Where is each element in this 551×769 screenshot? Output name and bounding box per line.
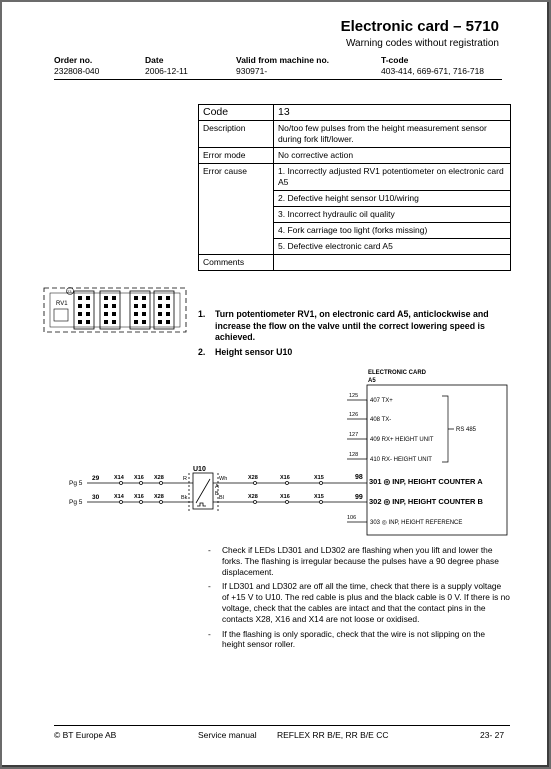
header-divider	[54, 79, 502, 80]
pin-label: 408 TX-	[370, 417, 392, 423]
footer-manual: Service manual	[198, 730, 257, 740]
pg-ref: Pg 5	[69, 480, 83, 487]
table-row	[199, 105, 511, 121]
table-row	[199, 148, 511, 164]
footer-model: REFLEX RR B/E, RR B/E CC	[277, 730, 389, 740]
step-text: Turn potentiometer RV1, on electronic card A5, anticlockwise and increase the flow on the valve until the correct lowering speed is achieved.	[215, 309, 489, 342]
connector-label: X14	[114, 494, 124, 500]
tcode-field	[381, 55, 484, 77]
description-value: No/too few pulses from the height measurement sensor during fork lift/lower.	[274, 121, 511, 148]
warning-code-table	[198, 104, 511, 271]
step-2	[198, 347, 518, 359]
step-text: Height sensor U10	[215, 346, 293, 357]
bullet-dash: -	[208, 545, 211, 555]
pin-stubs	[347, 400, 367, 522]
table-row	[199, 164, 511, 191]
electronic-card-illustration	[42, 285, 192, 335]
order-label: Order no.	[54, 55, 93, 65]
pin-ext: 98	[355, 474, 363, 481]
card-title: ELECTRONIC CARD	[368, 370, 426, 376]
footer-page: 23- 27	[480, 730, 505, 740]
bullet-dash: -	[208, 628, 211, 639]
bullet-dash: -	[208, 581, 211, 592]
wire-color: Wh	[219, 476, 228, 482]
date-field	[145, 55, 188, 77]
comments-label: Comments	[199, 255, 274, 271]
pin-ext: 99	[355, 494, 363, 501]
connector-label: X16	[280, 494, 290, 500]
pin-ext: 106	[347, 515, 357, 521]
card-outline	[44, 288, 186, 333]
comments-value	[274, 255, 511, 271]
pin-label: 409 RX+ HEIGHT UNIT	[370, 437, 434, 443]
error-mode-value: No corrective action	[274, 148, 511, 164]
wiring-diagram	[57, 366, 517, 538]
rv1-label: RV1	[56, 301, 68, 307]
table-row	[199, 121, 511, 148]
pin-label: 302 ◎ INP, HEIGHT COUNTER B	[369, 497, 483, 506]
list-item	[208, 581, 510, 624]
connector-label: X28	[154, 475, 164, 481]
wire-number: 29	[92, 475, 100, 482]
card-ref-label: 23	[67, 289, 72, 294]
connector-label: X16	[134, 494, 144, 500]
connector-label: X15	[314, 475, 324, 481]
tcode-label: T-code	[381, 55, 409, 65]
sensor-label: U10	[193, 466, 206, 473]
check-notes	[208, 545, 510, 654]
valid-value: 930971-	[236, 66, 268, 76]
error-cause-4: 4. Fork carriage too light (forks missing)	[274, 223, 511, 239]
page-subtitle: Warning codes without registration	[345, 38, 499, 49]
pin-ext: 126	[349, 412, 359, 418]
pg-ref: Pg 5	[69, 499, 83, 506]
error-mode-label: Error mode	[199, 148, 274, 164]
list-item	[208, 545, 510, 577]
footer-divider	[54, 725, 510, 726]
pin-label: 407 TX+	[370, 398, 393, 404]
date-value: 2006-12-11	[145, 66, 188, 76]
connector-label: X15	[314, 494, 324, 500]
table-row	[199, 255, 511, 271]
error-cause-1: 1. Incorrectly adjusted RV1 potentiometer on electronic card A5	[274, 164, 511, 191]
pin-letter: A	[215, 484, 219, 490]
pin-letter: R	[183, 476, 187, 482]
error-cause-label: Error cause	[199, 164, 274, 255]
pin-letter: Bk	[181, 495, 188, 501]
connector-label: X28	[248, 494, 258, 500]
connector-label: X28	[248, 475, 258, 481]
rs485-bracket	[442, 396, 454, 462]
pin-ext: 125	[349, 393, 359, 399]
step-1	[198, 309, 518, 344]
pin-label: 301 ◎ INP, HEIGHT COUNTER A	[369, 477, 483, 486]
wire-color: Bl	[219, 495, 224, 501]
code-value: 13	[274, 105, 511, 121]
connector-label: X16	[280, 475, 290, 481]
footer-company: © BT Europe AB	[54, 730, 117, 740]
description-label: Description	[199, 121, 274, 148]
connector-label: X28	[154, 494, 164, 500]
pin-letter: B	[215, 491, 219, 497]
error-cause-2: 2. Defective height sensor U10/wiring	[274, 191, 511, 207]
pin-label: 410 RX- HEIGHT UNIT	[370, 457, 432, 463]
error-cause-3: 3. Incorrect hydraulic oil quality	[274, 207, 511, 223]
step-number: 2.	[198, 346, 206, 357]
pin-ext: 128	[349, 452, 359, 458]
code-label: Code	[199, 105, 274, 121]
order-field	[54, 55, 99, 77]
connector-label: X14	[114, 475, 124, 481]
error-cause-5: 5. Defective electronic card A5	[274, 239, 511, 255]
connector-label: X16	[134, 475, 144, 481]
note-text: If LD301 and LD302 are off all the time, check that there is a supply voltage of +15 V to U10. The red cable is plus and the black cable is 0 V. If there is no voltage, check that the cables are intact and that the contact pins in the contacts X28, X16 and X14 are not loose or oxidised.	[222, 581, 510, 624]
sensor-symbol	[189, 473, 218, 512]
tcode-value: 403-414, 669-671, 716-718	[381, 66, 485, 76]
valid-label: Valid from machine no.	[236, 55, 330, 65]
manual-page	[2, 2, 549, 767]
order-value: 232808-040	[54, 66, 100, 76]
pin-label: 303 ◎ INP, HEIGHT REFERENCE	[370, 520, 463, 526]
page-title: Electronic card – 5710	[340, 18, 499, 35]
valid-field	[236, 55, 329, 77]
note-text: If the flashing is only sporadic, check that the wire is not slipping on the height sensor roller.	[222, 628, 486, 650]
procedure-steps	[198, 309, 518, 361]
list-item	[208, 629, 510, 651]
note-text: Check if LEDs LD301 and LD302 are flashing when you lift and lower the forks. The flashing is irregular because the pulses have a 90 degree phase displacement.	[222, 545, 499, 577]
wire-number: 30	[92, 494, 100, 501]
date-label: Date	[145, 55, 164, 65]
card-ref: A5	[368, 378, 376, 384]
rs485-label: RS 485	[456, 427, 477, 433]
step-number: 1.	[198, 309, 206, 319]
pin-ext: 127	[349, 432, 359, 438]
